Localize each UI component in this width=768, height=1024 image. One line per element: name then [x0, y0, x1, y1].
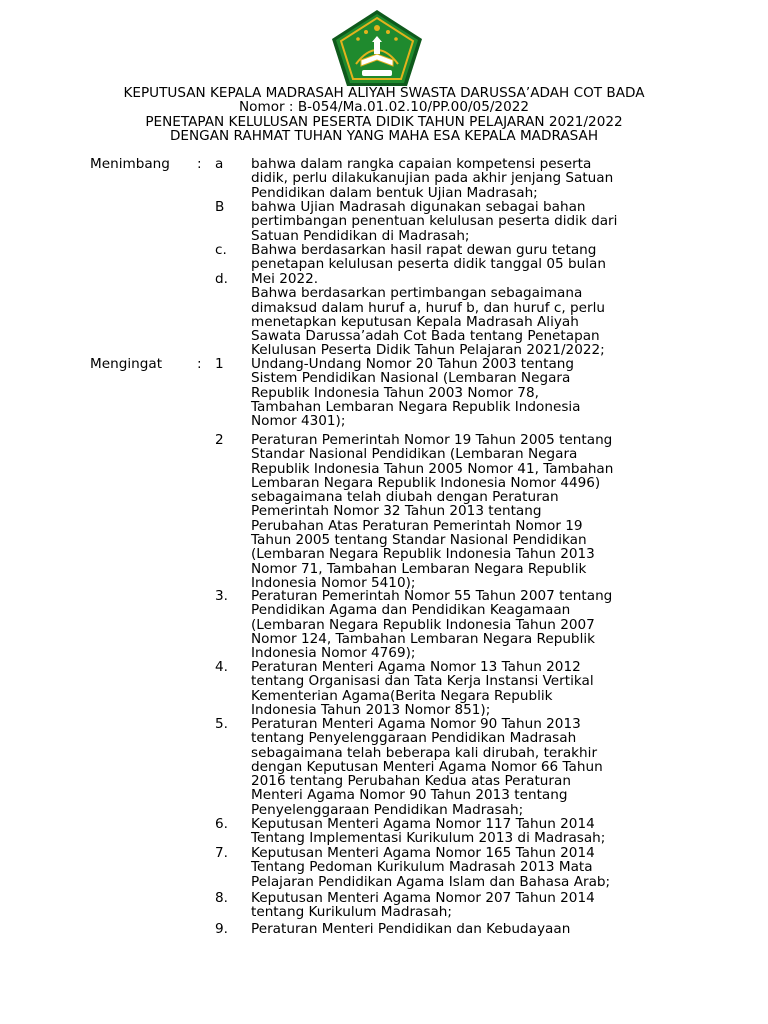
mengingat-item-1 [251, 357, 681, 428]
text-line: tentang Penyelenggaraan Pendidikan Madrasah [251, 730, 577, 747]
text-line: Indonesia Nomor 5410); [251, 574, 416, 591]
menimbang-item-a [251, 157, 681, 200]
text-line: Peraturan Menteri Agama Nomor 90 Tahun 2013 [251, 716, 581, 732]
text-line: Pelajaran Pendidikan Agama Islam dan Bahasa Arab; [251, 873, 611, 890]
menimbang-marker-b: B [215, 199, 225, 215]
mengingat-marker-5: 5. [215, 716, 228, 732]
text-line: Kementerian Agama(Berita Negara Republik [251, 687, 553, 704]
text-line: Bahwa berdasarkan hasil rapat dewan guru tetang [251, 242, 597, 258]
text-line: (Lembaran Negara Republik Indonesia Tahun 2013 [251, 546, 595, 563]
menimbang-label: Menimbang [90, 156, 170, 172]
text-line: bahwa dalam rangka capaian kompetensi peserta [251, 156, 592, 172]
text-line: Nomor 4301); [251, 413, 346, 430]
text-line: dimaksud dalam huruf a, huruf b, dan huruf c, perlu [251, 299, 605, 316]
text-line: Nomor 71, Tambahan Lembaran Negara Republik [251, 560, 587, 577]
mengingat-item-2 [251, 433, 681, 590]
text-line: Undang-Undang Nomor 20 Tahun 2003 tentang [251, 356, 575, 372]
text-line: Keputusan Menteri Agama Nomor 207 Tahun 2014 [251, 890, 595, 906]
menimbang-item-b [251, 200, 681, 243]
menimbang-marker-a: a [215, 156, 224, 172]
header-title: KEPUTUSAN KEPALA MADRASAH ALIYAH SWASTA DARUSSA’ADAH COT BADA [123, 85, 645, 101]
text-line: Pendidikan Agama dan Pendidikan Keagamaan [251, 602, 571, 619]
text-line: Lembaran Negara Republik Indonesia Nomor 4496) [251, 474, 601, 491]
text-line: sebagaimana telah beberapa kali dirubah, terakhir [251, 744, 598, 761]
text-line: pertimbangan penentuan kelulusan peserta didik dari [251, 213, 618, 230]
header-number: Nomor : B-054/Ma.01.02.10/PP.00/05/2022 [238, 99, 530, 116]
text-line: penetapan kelulusan peserta didik tanggal 05 bulan [251, 256, 606, 273]
text-line: didik, perlu dilakukanujian pada akhir jenjang Satuan [251, 170, 614, 187]
mengingat-item-9 [251, 922, 681, 936]
text-line: bahwa Ujian Madrasah digunakan sebagai bahan [251, 199, 586, 215]
text-line: tentang Organisasi dan Tata Kerja Instansi Vertikal [251, 673, 594, 690]
text-line: Peraturan Pemerintah Nomor 55 Tahun 2007 tentang [251, 588, 613, 604]
text-line: Peraturan Menteri Pendidikan dan Kebudayaan [251, 921, 571, 937]
mengingat-item-7 [251, 846, 681, 889]
text-line: Tahun 2005 tentang Standar Nasional Pendidikan [251, 532, 587, 549]
mengingat-label: Mengingat [90, 356, 163, 372]
text-line: dengan Keputusan Menteri Agama Nomor 66 Tahun [251, 758, 603, 775]
text-line: Standar Nasional Pendidikan (Lembaran Negara [251, 446, 578, 463]
mengingat-marker-9: 9. [215, 921, 228, 937]
text-line: Satuan Pendidikan di Madrasah; [251, 227, 470, 244]
mengingat-item-3 [251, 589, 681, 660]
mengingat-marker-2: 2 [215, 432, 224, 448]
mengingat-marker-3: 3. [215, 588, 228, 604]
text-line: Indonesia Tahun 2013 Nomor 851); [251, 701, 491, 718]
text-line: Peraturan Pemerintah Nomor 19 Tahun 2005 tentang [251, 432, 613, 448]
text-line: Bahwa berdasarkan pertimbangan sebagaimana [251, 285, 583, 302]
mengingat-item-6 [251, 817, 681, 846]
text-line: Penyelenggaraan Pendidikan Madrasah; [251, 801, 524, 818]
kementerian-agama-emblem-icon [328, 8, 426, 88]
mengingat-marker-6: 6. [215, 816, 228, 832]
mengingat-marker-1: 1 [215, 356, 224, 372]
text-line: Indonesia Nomor 4769); [251, 645, 416, 662]
text-line: Menteri Agama Nomor 90 Tahun 2013 tentang [251, 787, 568, 804]
menimbang-item-d [251, 272, 681, 358]
text-line: Perubahan Atas Peraturan Pemerintah Nomor 19 [251, 517, 583, 534]
text-line: Sawata Darussa’adah Cot Bada tentang Penetapan [251, 328, 600, 345]
text-line: Pemerintah Nomor 32 Tahun 2013 tentang [251, 503, 542, 520]
text-line: menetapkan keputusan Kepala Madrasah Aliyah [251, 313, 579, 330]
text-line: Sistem Pendidikan Nasional (Lembaran Negara [251, 370, 571, 387]
mengingat-marker-8: 8. [215, 890, 228, 906]
text-line: Tentang Implementasi Kurikulum 2013 di Madrasah; [251, 830, 606, 847]
mengingat-item-8 [251, 891, 681, 920]
text-line: (Lembaran Negara Republik Indonesia Tahun 2007 [251, 616, 595, 633]
mengingat-marker-4: 4. [215, 659, 228, 675]
menimbang-item-c [251, 243, 681, 272]
text-line: Keputusan Menteri Agama Nomor 165 Tahun 2014 [251, 845, 595, 861]
document-header [0, 86, 768, 143]
menimbang-marker-d: d. [215, 271, 228, 287]
mengingat-colon: : [197, 356, 202, 372]
mengingat-item-5 [251, 717, 681, 817]
mengingat-item-4 [251, 660, 681, 717]
text-line: Pendidikan dalam bentuk Ujian Madrasah; [251, 184, 538, 201]
text-line: sebagaimana telah diubah dengan Peraturan [251, 489, 559, 506]
text-line: Mei 2022. [251, 271, 319, 287]
text-line: Republik Indonesia Tahun 2005 Nomor 41, Tambahan [251, 460, 614, 477]
text-line: Keputusan Menteri Agama Nomor 117 Tahun 2014 [251, 816, 595, 832]
text-line: Peraturan Menteri Agama Nomor 13 Tahun 2012 [251, 659, 581, 675]
text-line: Tambahan Lembaran Negara Republik Indonesia [251, 398, 581, 415]
header-preamble: DENGAN RAHMAT TUHAN YANG MAHA ESA KEPALA MADRASAH [169, 127, 599, 144]
text-line: Nomor 124, Tambahan Lembaran Negara Republik [251, 630, 595, 647]
menimbang-colon: : [197, 156, 202, 172]
text-line: Republik Indonesia Tahun 2003 Nomor 78, [251, 384, 539, 401]
mengingat-marker-7: 7. [215, 845, 228, 861]
text-line: Kelulusan Peserta Didik Tahun Pelajaran 2021/2022; [251, 342, 605, 359]
text-line: 2016 tentang Perubahan Kedua atas Peraturan [251, 773, 571, 790]
text-line: tentang Kurikulum Madrasah; [251, 904, 452, 921]
menimbang-marker-c: c. [215, 242, 227, 258]
text-line: Tentang Pedoman Kurikulum Madrasah 2013 Mata [251, 859, 593, 876]
header-subject: PENETAPAN KELULUSAN PESERTA DIDIK TAHUN PELAJARAN 2021/2022 [145, 113, 623, 130]
